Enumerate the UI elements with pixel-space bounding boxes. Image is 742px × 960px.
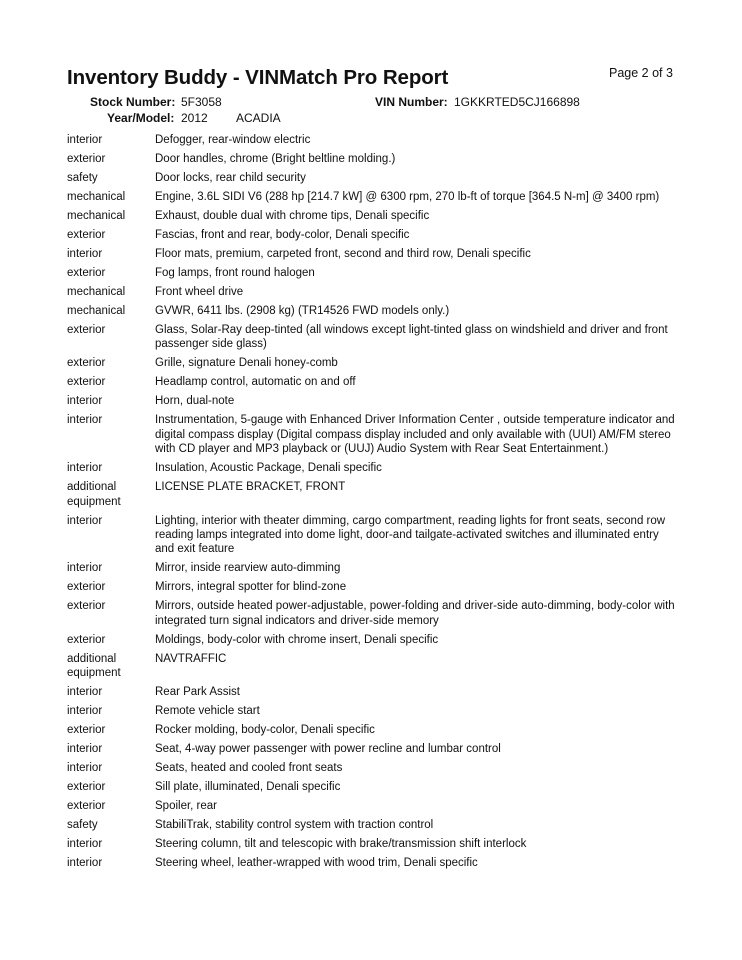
description-cell: Steering wheel, leather-wrapped with wood trim, Denali specific bbox=[155, 857, 478, 870]
category-cell: exterior bbox=[67, 581, 106, 594]
category-cell: exterior bbox=[67, 324, 106, 336]
description-cell: Seat, 4-way power passenger with power recline and lumbar control bbox=[155, 743, 501, 756]
description-cell: Glass, Solar-Ray deep-tinted (all windows except light-tinted glass on windshield and driver and front passenger side glass) bbox=[155, 324, 668, 351]
year-value: 2012 bbox=[181, 111, 208, 125]
list-item bbox=[67, 356, 677, 370]
list-item bbox=[67, 285, 677, 299]
category-cell: mechanical bbox=[67, 286, 126, 298]
list-item bbox=[67, 461, 677, 475]
category-cell: additional equipment bbox=[67, 481, 121, 508]
category-cell: exterior bbox=[67, 357, 106, 370]
list-item bbox=[67, 304, 677, 318]
category-cell: exterior bbox=[67, 153, 106, 165]
description-cell: Door handles, chrome (Bright beltline molding.) bbox=[155, 153, 396, 165]
list-item bbox=[67, 561, 677, 575]
list-item bbox=[67, 780, 677, 794]
list-item bbox=[67, 580, 677, 594]
stock-number-value: 5F3058 bbox=[181, 95, 222, 109]
category-cell: interior bbox=[67, 857, 103, 870]
description-cell: Lighting, interior with theater dimming, cargo compartment, reading lights for front seats, second row reading lamps integrated into dome light, door-and tailgate-activated switches and illuminated entry and exit feature bbox=[155, 514, 666, 556]
list-item bbox=[67, 599, 677, 628]
list-item bbox=[67, 394, 677, 408]
description-cell: GVWR, 6411 lbs. (2908 kg) (TR14526 FWD models only.) bbox=[155, 305, 450, 317]
description-cell: Defogger, rear-window electric bbox=[155, 134, 311, 146]
description-cell: Moldings, body-color with chrome insert, Denali specific bbox=[155, 633, 439, 646]
list-item bbox=[67, 633, 677, 647]
description-cell: Mirrors, integral spotter for blind-zone bbox=[155, 581, 347, 594]
list-item bbox=[67, 152, 677, 166]
category-cell: exterior bbox=[67, 724, 106, 737]
category-cell: interior bbox=[67, 462, 103, 475]
category-cell: interior bbox=[67, 414, 103, 427]
equipment-list bbox=[67, 133, 677, 875]
description-cell: Insulation, Acoustic Package, Denali specific bbox=[155, 462, 382, 475]
category-cell: exterior bbox=[67, 781, 106, 794]
list-item bbox=[67, 413, 677, 456]
description-cell: LICENSE PLATE BRACKET, FRONT bbox=[155, 481, 346, 494]
page-indicator: Page 2 of 3 bbox=[609, 66, 673, 80]
category-cell: safety bbox=[67, 819, 98, 832]
stock-number-label: Stock Number: bbox=[90, 95, 176, 109]
list-item bbox=[67, 761, 677, 775]
description-cell: Front wheel drive bbox=[155, 286, 244, 298]
description-cell: StabiliTrak, stability control system with traction control bbox=[155, 819, 434, 832]
description-cell: Engine, 3.6L SIDI V6 (288 hp [214.7 kW] @ 6300 rpm, 270 lb-ft of torque [364.5 N-m] @ 3400 rpm) bbox=[155, 191, 660, 203]
description-cell: Grille, signature Denali honey-comb bbox=[155, 357, 338, 370]
description-cell: Door locks, rear child security bbox=[155, 172, 306, 184]
description-cell: Mirrors, outside heated power-adjustable, power-folding and driver-side auto-dimming, body-color with integrated turn signal indicators and driver-side memory bbox=[155, 600, 675, 627]
description-cell: Sill plate, illuminated, Denali specific bbox=[155, 781, 341, 794]
list-item bbox=[67, 723, 677, 737]
list-item bbox=[67, 704, 677, 718]
description-cell: Headlamp control, automatic on and off bbox=[155, 376, 356, 389]
category-cell: exterior bbox=[67, 633, 106, 646]
list-item bbox=[67, 171, 677, 185]
list-item bbox=[67, 480, 677, 509]
category-cell: interior bbox=[67, 762, 103, 775]
description-cell: Fascias, front and rear, body-color, Denali specific bbox=[155, 229, 410, 241]
description-cell: NAVTRAFFIC bbox=[155, 652, 227, 665]
list-item bbox=[67, 652, 677, 681]
list-item bbox=[67, 247, 677, 261]
description-cell: Steering column, tilt and telescopic with brake/transmission shift interlock bbox=[155, 838, 527, 851]
category-cell: mechanical bbox=[67, 191, 126, 203]
list-item bbox=[67, 375, 677, 389]
list-item bbox=[67, 818, 677, 832]
list-item bbox=[67, 209, 677, 223]
category-cell: mechanical bbox=[67, 305, 126, 317]
description-cell: Seats, heated and cooled front seats bbox=[155, 762, 343, 775]
category-cell: interior bbox=[67, 248, 103, 260]
description-cell: Floor mats, premium, carpeted front, second and third row, Denali specific bbox=[155, 248, 531, 260]
category-cell: safety bbox=[67, 172, 98, 184]
description-cell: Rocker molding, body-color, Denali specific bbox=[155, 724, 375, 737]
description-cell: Spoiler, rear bbox=[155, 800, 218, 813]
description-cell: Exhaust, double dual with chrome tips, Denali specific bbox=[155, 210, 430, 222]
category-cell: exterior bbox=[67, 600, 106, 613]
list-item bbox=[67, 266, 677, 280]
category-cell: interior bbox=[67, 514, 103, 527]
category-cell: interior bbox=[67, 395, 103, 408]
description-cell: Fog lamps, front round halogen bbox=[155, 267, 315, 279]
category-cell: exterior bbox=[67, 267, 106, 279]
description-cell: Mirror, inside rearview auto-dimming bbox=[155, 562, 341, 575]
year-model-label: Year/Model: bbox=[107, 111, 175, 125]
list-item bbox=[67, 514, 677, 557]
description-cell: Horn, dual-note bbox=[155, 395, 235, 408]
list-item bbox=[67, 837, 677, 851]
description-cell: Remote vehicle start bbox=[155, 705, 260, 718]
report-title: Inventory Buddy - VINMatch Pro Report bbox=[67, 66, 449, 89]
list-item bbox=[67, 133, 677, 147]
list-item bbox=[67, 799, 677, 813]
description-cell: Instrumentation, 5-gauge with Enhanced Driver Information Center , outside temperature indicator and digital compass display (Digital compass display included and only available with (UUI) AM/FM stereo with CD player and MP3 playback or (UUJ) Audio System with Rear Seat Entertainment.) bbox=[155, 414, 675, 456]
category-cell: exterior bbox=[67, 800, 106, 813]
vin-label: VIN Number: bbox=[375, 95, 448, 109]
category-cell: interior bbox=[67, 838, 103, 851]
category-cell: exterior bbox=[67, 376, 106, 389]
category-cell: interior bbox=[67, 743, 103, 756]
list-item bbox=[67, 228, 677, 242]
category-cell: interior bbox=[67, 705, 103, 718]
category-cell: interior bbox=[67, 134, 103, 146]
model-value: ACADIA bbox=[236, 111, 281, 125]
category-cell: interior bbox=[67, 686, 103, 699]
category-cell: exterior bbox=[67, 229, 106, 241]
category-cell: mechanical bbox=[67, 210, 126, 222]
vin-value: 1GKKRTED5CJ166898 bbox=[454, 95, 580, 109]
list-item bbox=[67, 742, 677, 756]
list-item bbox=[67, 856, 677, 870]
list-item bbox=[67, 190, 677, 204]
list-item bbox=[67, 323, 677, 352]
description-cell: Rear Park Assist bbox=[155, 686, 240, 699]
category-cell: interior bbox=[67, 562, 103, 575]
category-cell: additional equipment bbox=[67, 652, 121, 680]
list-item bbox=[67, 685, 677, 699]
